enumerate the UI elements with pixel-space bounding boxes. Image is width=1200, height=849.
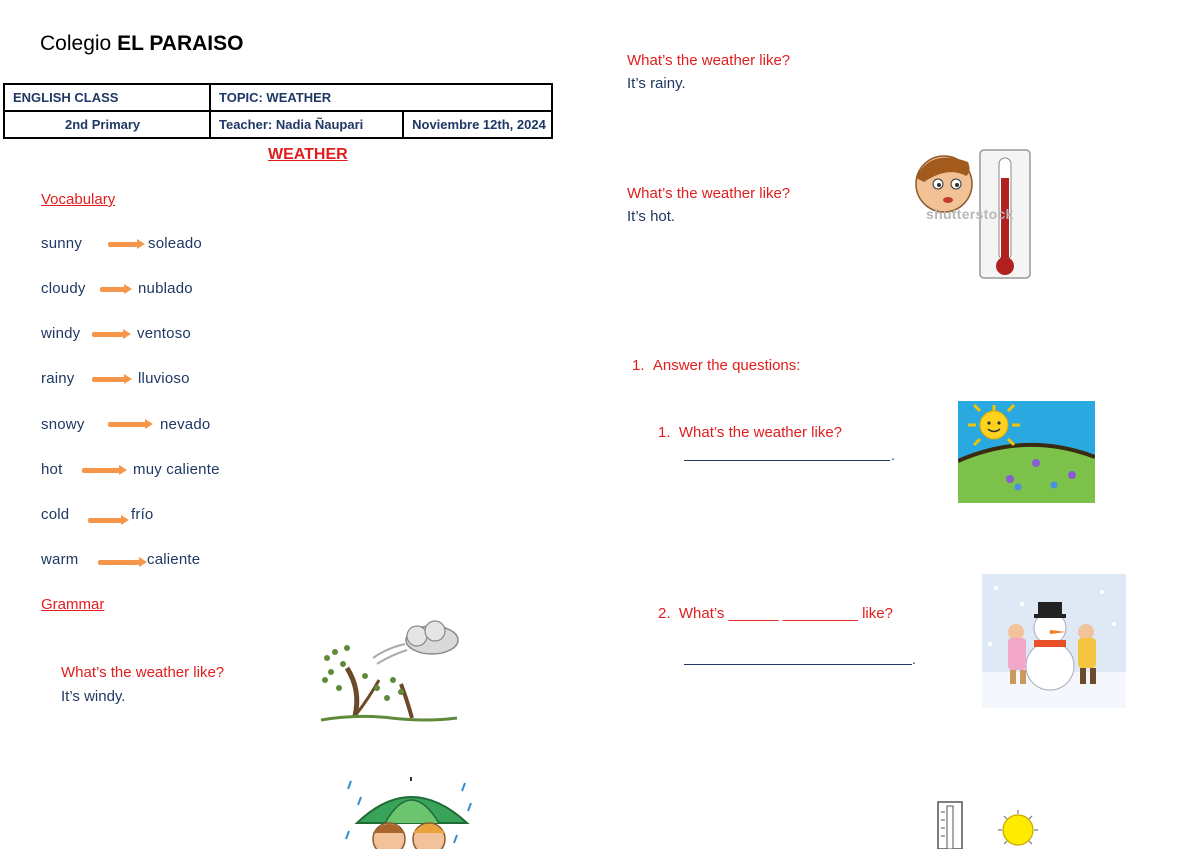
arrow-icon <box>92 377 125 382</box>
snowman-kids-icon <box>982 574 1126 708</box>
vocab-en: windy <box>41 325 81 342</box>
answer-line-2[interactable] <box>684 664 912 665</box>
school-name <box>40 32 243 56</box>
exercise-instruction <box>632 357 800 374</box>
vocab-es: soleado <box>148 235 202 252</box>
vocab-en: cloudy <box>41 280 86 297</box>
arrow-icon <box>88 518 122 523</box>
page-title: WEATHER <box>268 146 348 163</box>
grammar-question: What’s the weather like? <box>627 185 791 202</box>
vocab-es: muy caliente <box>133 461 220 478</box>
vocab-en: cold <box>41 506 70 523</box>
question-2 <box>658 605 893 622</box>
umbrella-kids-icon <box>345 777 477 849</box>
vocab-en: rainy <box>41 370 75 387</box>
teacher-cell: Teacher: Nadia Ñaupari <box>210 111 403 138</box>
class-cell: ENGLISH CLASS <box>4 84 210 111</box>
vocab-es: nevado <box>160 416 211 433</box>
vocab-en: snowy <box>41 416 85 433</box>
boy-thermometer-icon <box>910 148 1040 280</box>
date-cell: Noviembre 12th, 2024 <box>403 111 552 138</box>
header-table <box>3 83 553 139</box>
vocab-en: warm <box>41 551 79 568</box>
watermark: shutterstock <box>926 206 1014 222</box>
answer-line-end: . <box>912 651 916 667</box>
arrow-icon <box>100 287 125 292</box>
arrow-icon <box>98 560 140 565</box>
wind-tree-icon <box>317 618 465 724</box>
vocab-es: caliente <box>147 551 201 568</box>
thermometer-icon <box>936 800 964 849</box>
grammar-question: What’s the weather like? <box>61 664 225 681</box>
question-text: What’s the weather like? <box>678 424 842 441</box>
grammar-heading: Grammar <box>41 596 105 613</box>
exercise-text: Answer the questions: <box>652 357 801 374</box>
vocab-en: sunny <box>41 235 83 252</box>
exercise-number: 1. <box>632 357 645 374</box>
question-text: What’s ______ _________ like? <box>678 605 893 622</box>
arrow-icon <box>82 468 120 473</box>
arrow-icon <box>108 422 146 427</box>
arrow-icon <box>108 242 138 247</box>
question-number: 1. <box>658 424 671 441</box>
arrow-icon <box>92 332 124 337</box>
vocabulary-heading: Vocabulary <box>41 191 116 208</box>
question-number: 2. <box>658 605 671 622</box>
vocab-es: frío <box>131 506 154 523</box>
answer-line-1[interactable] <box>684 460 890 461</box>
answer-line-end: . <box>891 447 895 463</box>
grade-cell: 2nd Primary <box>4 111 210 138</box>
grammar-answer: It’s rainy. <box>627 75 686 92</box>
grammar-question: What’s the weather like? <box>627 52 791 69</box>
sunny-field-icon <box>958 401 1095 503</box>
grammar-answer: It’s windy. <box>61 688 126 705</box>
vocab-en: hot <box>41 461 63 478</box>
vocab-es: nublado <box>138 280 193 297</box>
vocab-es: lluvioso <box>138 370 190 387</box>
school-title: EL PARAISO <box>117 32 244 55</box>
grammar-answer: It’s hot. <box>627 208 676 225</box>
sun-icon <box>994 808 1042 849</box>
school-prefix: Colegio <box>40 32 112 55</box>
vocab-es: ventoso <box>137 325 191 342</box>
question-1 <box>658 424 842 441</box>
topic-cell: TOPIC: WEATHER <box>210 84 552 111</box>
